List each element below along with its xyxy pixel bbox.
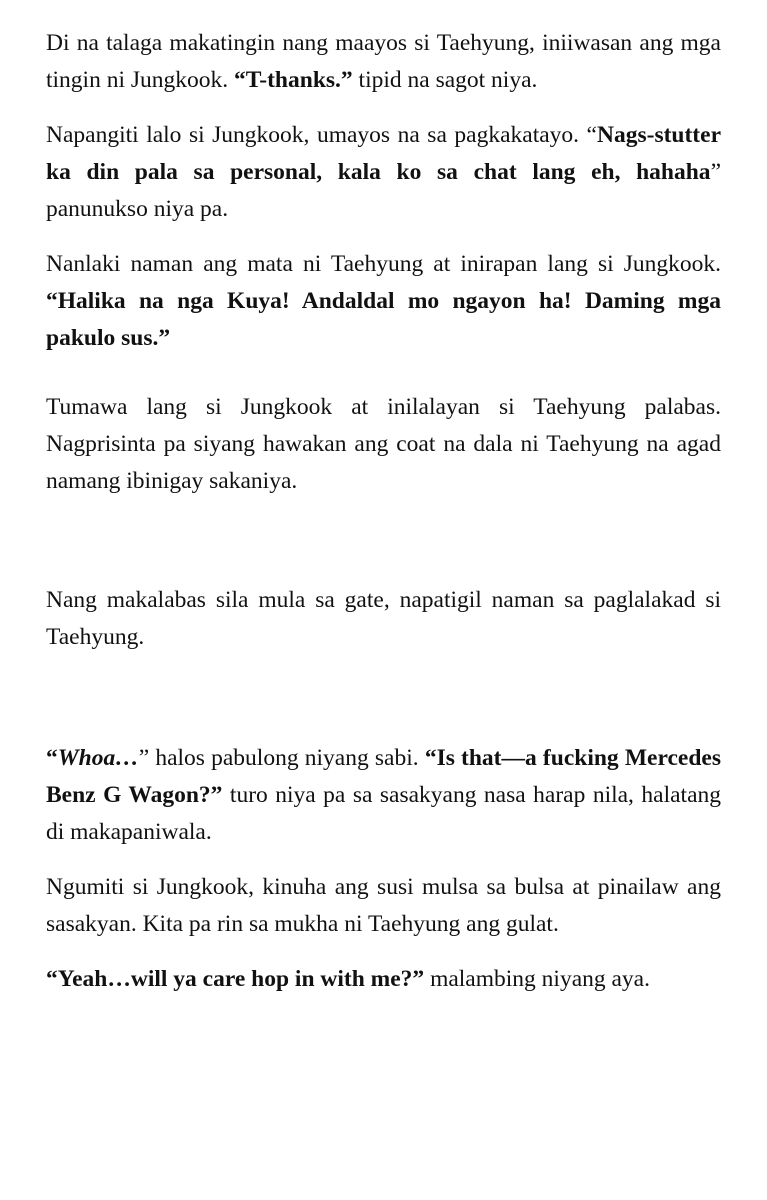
dialogue-bold: “Yeah…will ya care hop in with me?” bbox=[46, 966, 425, 992]
narration: Nanlaki naman ang mata ni Taehyung at inirapan lang si Jungkook. bbox=[46, 251, 721, 277]
dialogue-bold: “Is that—a fucking Mercedes Benz G Wagon?” bbox=[46, 745, 721, 808]
paragraph-4 bbox=[46, 389, 721, 500]
dialogue-bold: “Halika na nga Kuya! Andaldal mo ngayon ha! Daming mga pakulo sus.” bbox=[46, 288, 721, 351]
dialogue-bold: “T-thanks.” bbox=[234, 67, 353, 93]
narration: malambing niyang aya. bbox=[424, 966, 650, 992]
paragraph-8 bbox=[46, 961, 721, 998]
paragraph-3 bbox=[46, 246, 721, 357]
paragraph-7 bbox=[46, 869, 721, 943]
paragraph-6 bbox=[46, 740, 721, 851]
paragraph-5 bbox=[46, 582, 721, 656]
narration: turo niya pa sa sasakyang nasa harap nila, halatang di makapaniwala. bbox=[46, 782, 722, 845]
narration: Ngumiti si Jungkook, kinuha ang susi mulsa sa bulsa at pinailaw ang sasakyan. Kita pa rin sa mukha ni Taehyung ang gulat. bbox=[46, 874, 721, 937]
story-page bbox=[46, 25, 721, 998]
narration: tipid na sagot niya. bbox=[352, 67, 538, 93]
narration: ” halos pabulong niyang sabi. bbox=[138, 745, 425, 771]
narration: ” panunukso niya pa. bbox=[46, 159, 721, 222]
narration: Di na talaga makatingin nang maayos si Taehyung, iniiwasan ang mga tingin ni Jungkook. bbox=[46, 30, 721, 93]
narration: Tumawa lang si Jungkook at inilalayan si Taehyung palabas. Nagprisinta pa siyang hawakan ang coat na dala ni Taehyung na agad namang ibinigay sakaniya. bbox=[46, 394, 721, 494]
narration: Napangiti lalo si Jungkook, umayos na sa pagkakatayo. “ bbox=[46, 122, 597, 148]
dialogue-bold-italic: Whoa… bbox=[57, 745, 139, 771]
paragraph-2 bbox=[46, 117, 721, 228]
paragraph-1 bbox=[46, 25, 721, 99]
quote-mark: “ bbox=[46, 745, 58, 771]
dialogue-bold: Nags-stutter ka din pala sa personal, kala ko sa chat lang eh, hahaha bbox=[46, 122, 721, 185]
narration: Nang makalabas sila mula sa gate, napatigil naman sa paglalakad si Taehyung. bbox=[46, 587, 721, 650]
